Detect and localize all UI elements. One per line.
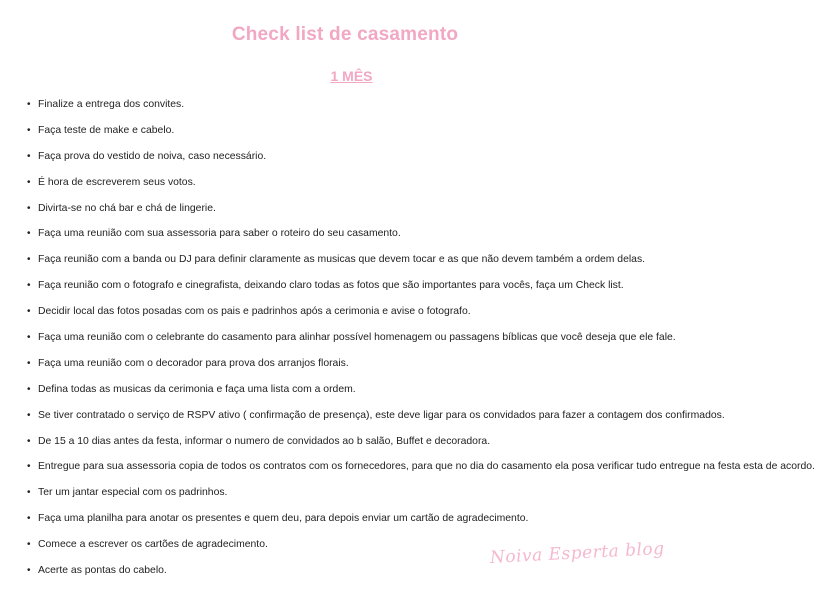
bullet-icon: • bbox=[27, 176, 31, 188]
checklist-item-text: Finalize a entrega dos convites. bbox=[38, 99, 185, 110]
section-heading: 1 MÊS bbox=[330, 68, 373, 84]
checklist-item-text: Entregue para sua assessoria copia de todos os contratos com os fornecedores, para que no dia do casamento ela posa verificar tudo entregue na festa esta de acordo. bbox=[38, 461, 815, 473]
checklist-item bbox=[0, 383, 700, 409]
checklist-item bbox=[0, 331, 700, 357]
checklist-item-text: Se tiver contratado o serviço de RSPV ativo ( confirmação de presença), este deve ligar para os convidados para fazer a contagem dos confirmados. bbox=[38, 409, 725, 421]
bullet-icon: • bbox=[27, 280, 31, 292]
bullet-icon: • bbox=[27, 435, 31, 447]
bullet-icon: • bbox=[27, 150, 31, 162]
checklist-item bbox=[0, 227, 700, 253]
bullet-icon: • bbox=[27, 357, 31, 369]
bullet-icon: • bbox=[27, 487, 31, 499]
checklist-item bbox=[0, 253, 700, 279]
document-title: Check list de casamento bbox=[231, 24, 459, 45]
checklist-item bbox=[0, 98, 700, 124]
bullet-icon: • bbox=[27, 332, 31, 344]
bullet-icon: • bbox=[27, 202, 31, 214]
checklist-item bbox=[0, 435, 700, 461]
checklist-item bbox=[0, 176, 700, 202]
bullet-icon: • bbox=[27, 409, 31, 421]
checklist-item bbox=[0, 512, 700, 538]
bullet-icon: • bbox=[27, 539, 31, 551]
checklist-item-text: De 15 a 10 dias antes da festa, informar o numero de convidados ao b salão, Buffet e decoradora. bbox=[38, 435, 491, 447]
checklist-item-text: Faça teste de make e cabelo. bbox=[38, 124, 175, 136]
checklist-item-text: Faça reunião com o fotografo e cinegrafista, deixando claro todas as fotos que são importantes para vocês, faça um Check list. bbox=[38, 280, 624, 292]
bullet-icon: • bbox=[27, 383, 31, 395]
checklist-item bbox=[0, 486, 700, 512]
checklist-item-text: Decidir local das fotos posadas com os pais e padrinhos após a cerimonia e avise o fotografo. bbox=[38, 306, 471, 318]
bullet-icon: • bbox=[27, 124, 31, 136]
checklist-item bbox=[0, 357, 700, 383]
checklist-item bbox=[0, 150, 700, 176]
checklist-item-text: Ter um jantar especial com os padrinhos. bbox=[38, 487, 228, 499]
bullet-icon: • bbox=[27, 254, 31, 266]
checklist-item bbox=[0, 124, 700, 150]
checklist-item-text: Defina todas as musicas da cerimonia e faça uma lista com a ordem. bbox=[38, 383, 356, 395]
checklist-item-text: Acerte as pontas do cabelo. bbox=[38, 565, 167, 577]
checklist-item-text: É hora de escreverem seus votos. bbox=[38, 176, 196, 188]
checklist-item-text: Faça uma planilha para anotar os presentes e quem deu, para depois enviar um cartão de agradecimento. bbox=[38, 513, 529, 525]
checklist bbox=[0, 98, 815, 590]
checklist-item bbox=[0, 409, 725, 435]
bullet-icon: • bbox=[27, 306, 31, 318]
bullet-icon: • bbox=[27, 99, 31, 110]
checklist-item-text: Faça reunião com a banda ou DJ para definir claramente as musicas que devem tocar e as que não devem também a ordem delas. bbox=[38, 254, 646, 266]
bullet-icon: • bbox=[27, 565, 31, 577]
bullet-icon: • bbox=[27, 513, 31, 525]
checklist-item bbox=[0, 202, 700, 228]
checklist-item-text: Faça uma reunião com sua assessoria para saber o roteiro do seu casamento. bbox=[38, 228, 401, 240]
blog-watermark: Noiva Esperta blog bbox=[489, 538, 665, 568]
checklist-item-text: Faça uma reunião com o celebrante do casamento para alinhar possível homenagem ou passagens bíblicas que você deseja que ele fale. bbox=[38, 332, 676, 344]
checklist-item bbox=[0, 460, 815, 486]
checklist-item bbox=[0, 305, 700, 331]
checklist-item-text: Comece a escrever os cartões de agradecimento. bbox=[38, 539, 268, 551]
checklist-item bbox=[0, 279, 700, 305]
checklist-item bbox=[0, 564, 700, 590]
bullet-icon: • bbox=[27, 461, 31, 473]
bullet-icon: • bbox=[27, 228, 31, 240]
checklist-item-text: Faça prova do vestido de noiva, caso necessário. bbox=[38, 150, 267, 162]
checklist-item-text: Divirta-se no chá bar e chá de lingerie. bbox=[38, 202, 216, 214]
checklist-item-text: Faça uma reunião com o decorador para prova dos arranjos florais. bbox=[38, 357, 349, 369]
